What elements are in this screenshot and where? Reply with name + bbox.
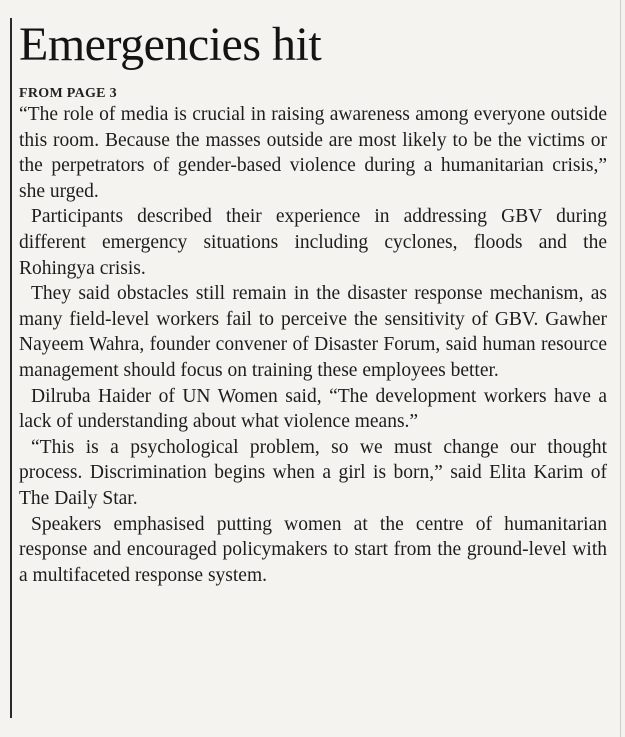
article-paragraph: “This is a psychological problem, so we must change our thought process. Discrimination begins when a girl is born,” said Elita Karim of The Daily Star. — [19, 436, 607, 509]
continued-from-label: FROM PAGE 3 — [19, 86, 117, 101]
article-paragraph: Dilruba Haider of UN Women said, “The development workers have a lack of understanding about what violence means.” — [19, 385, 607, 433]
column-rule-left — [10, 18, 12, 718]
article-paragraph: Participants described their experience in addressing GBV during different emergency situations including cyclones, floods and the Rohingya crisis. — [19, 206, 607, 279]
article-body — [19, 102, 607, 588]
news-article — [19, 12, 607, 588]
article-paragraph: “The role of media is crucial in raising awareness among everyone outside this room. Because the masses outside are most likely to be the victims or the perpetrators of gender-based violence during a humanitarian crisis,” she urged. — [19, 104, 607, 202]
article-paragraph: Speakers emphasised putting women at the centre of humanitarian response and encouraged policymakers to start from the ground-level with a multifaceted response system. — [19, 513, 607, 586]
article-paragraph: They said obstacles still remain in the disaster response mechanism, as many field-level workers fail to perceive the sensitivity of GBV. Gawher Nayeem Wahra, founder convener of Disaster Forum, said human resource management should focus on training these employees better. — [19, 283, 607, 381]
article-headline: Emergencies hit — [19, 18, 322, 71]
column-rule-right — [620, 0, 621, 737]
